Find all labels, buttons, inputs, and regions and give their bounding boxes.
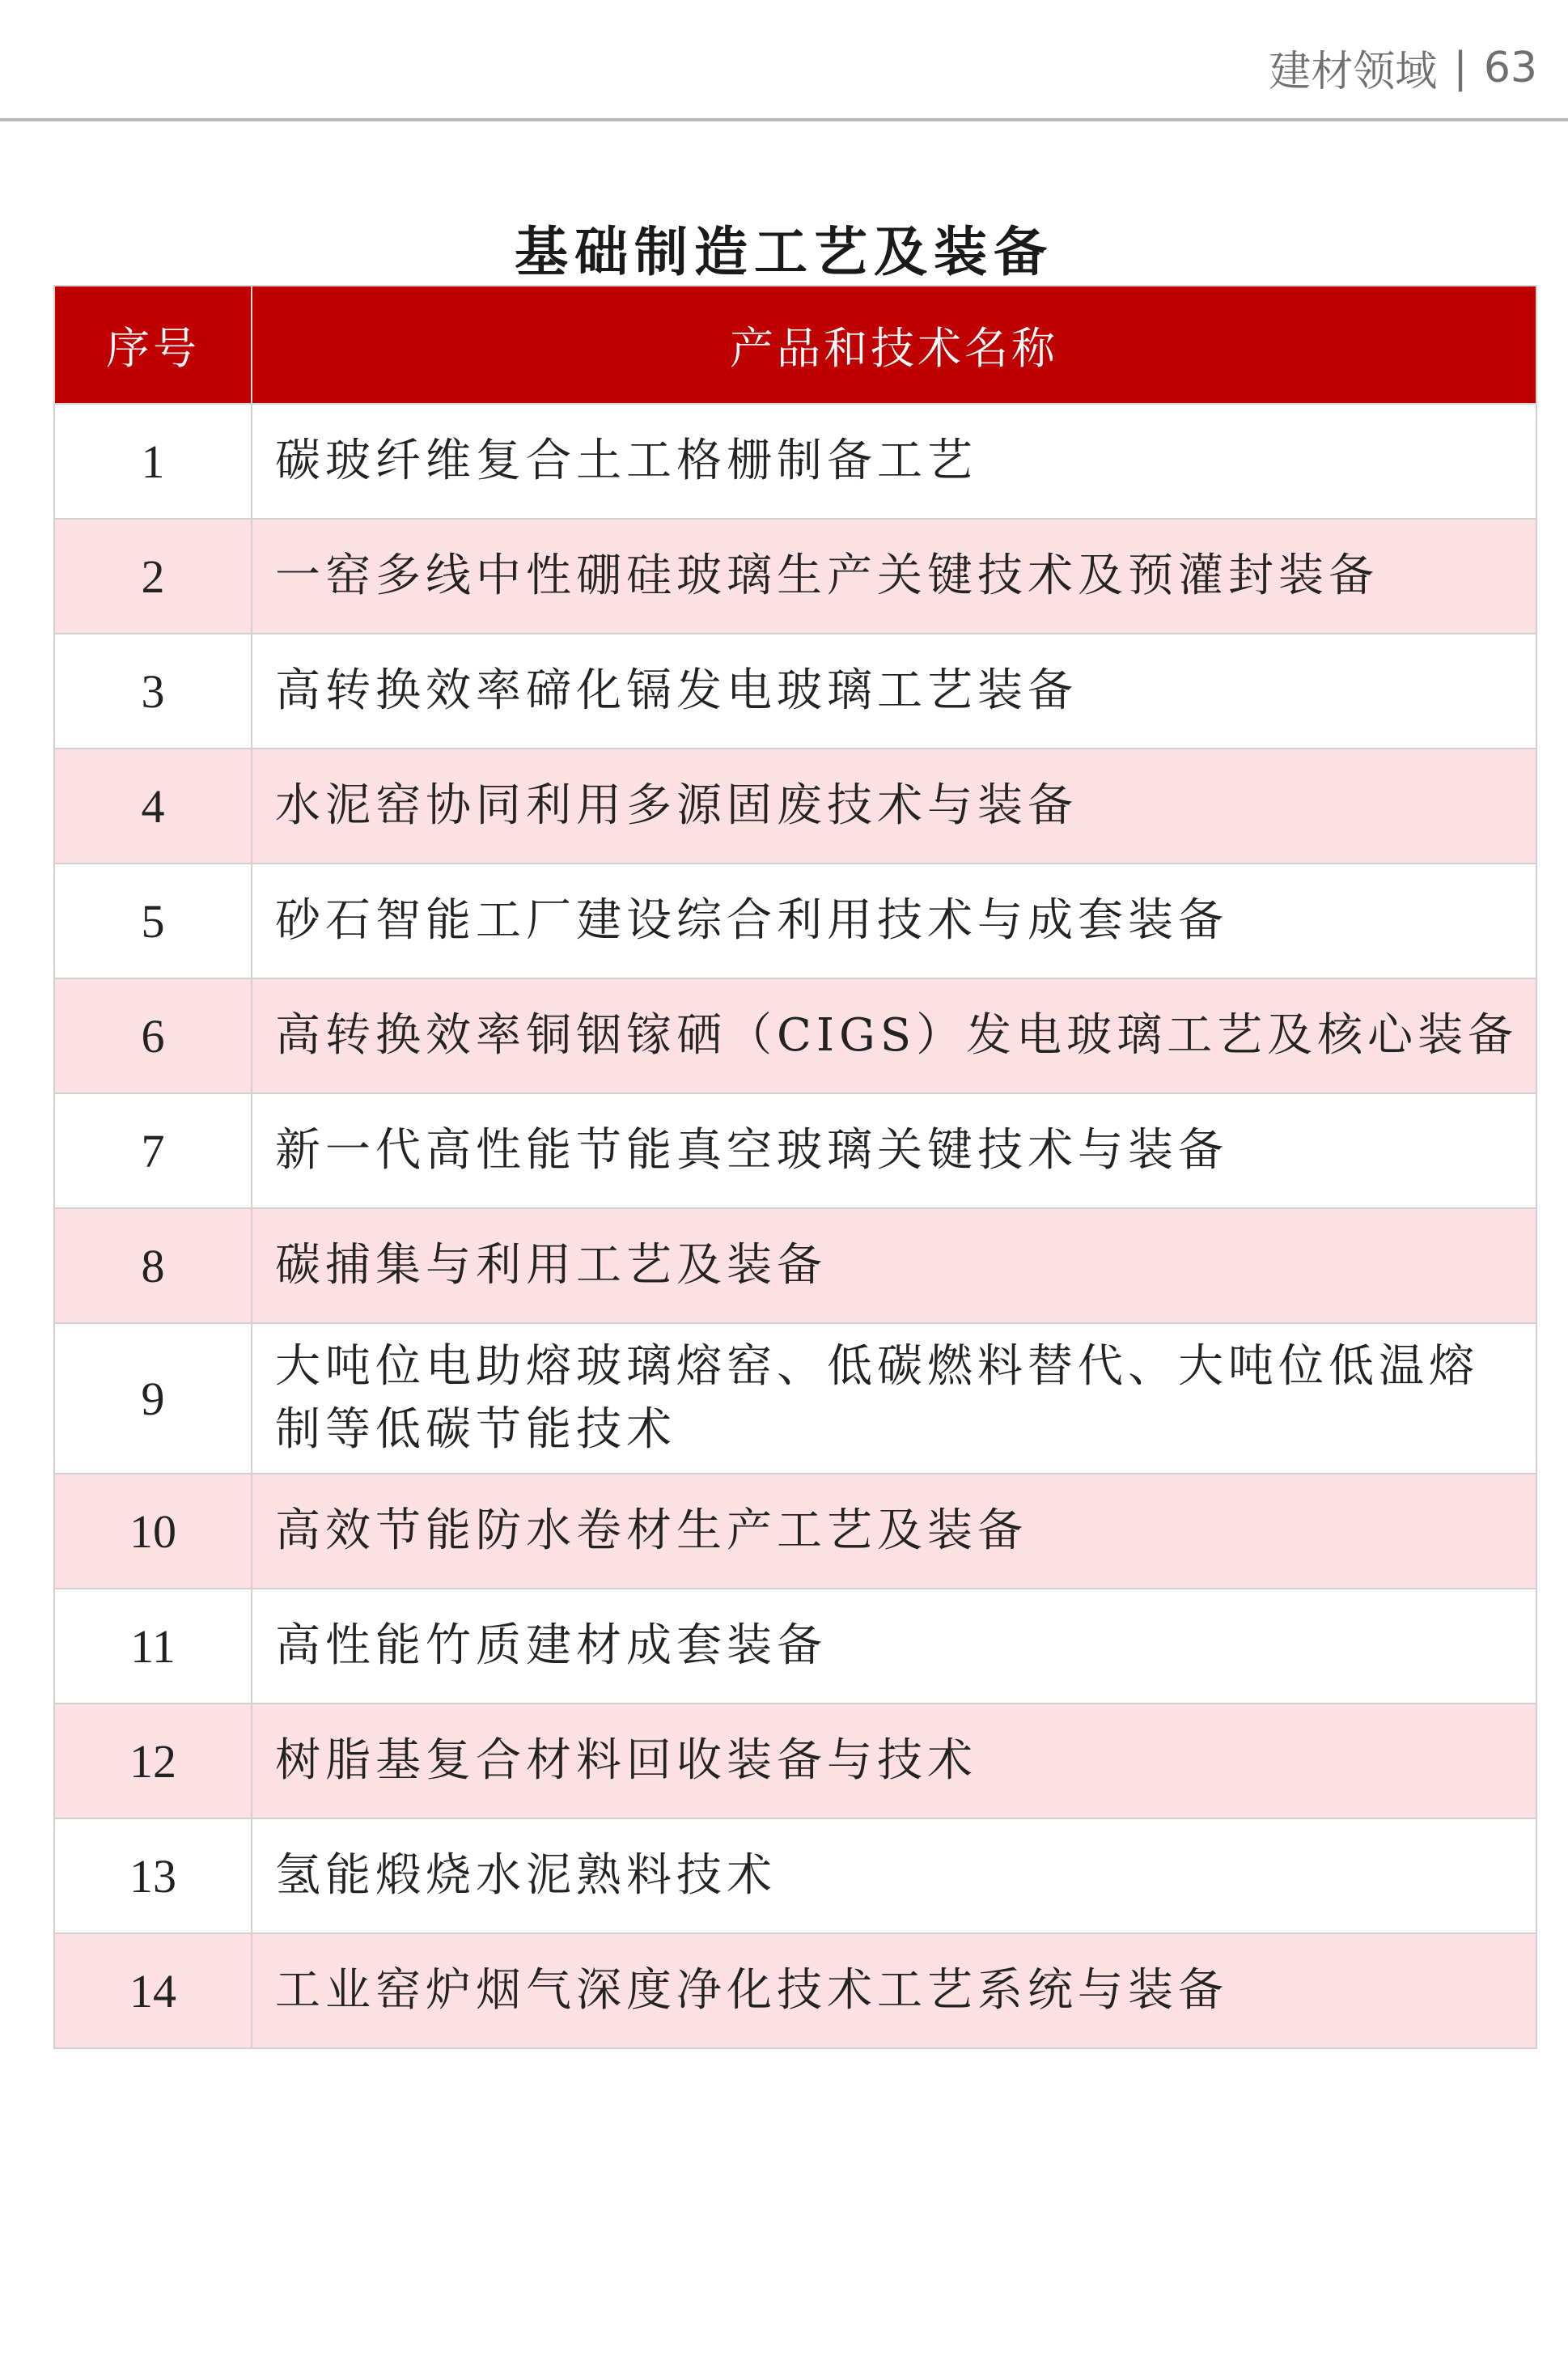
row-number: 9: [54, 1323, 252, 1474]
row-number: 5: [54, 863, 252, 978]
table-row: [54, 634, 1536, 749]
page-header: [0, 0, 1568, 121]
table-row: [54, 1933, 1536, 2048]
row-number: 6: [54, 978, 252, 1093]
table-row: [54, 1323, 1536, 1474]
row-name: 树脂基复合材料回收装备与技术: [252, 1704, 1536, 1818]
row-name: 高性能竹质建材成套装备: [252, 1589, 1536, 1704]
table-header-row: [54, 286, 1536, 404]
row-number: 11: [54, 1589, 252, 1704]
row-name: 工业窑炉烟气深度净化技术工艺系统与装备: [252, 1933, 1536, 2048]
table-row: [54, 1704, 1536, 1818]
header-separator: |: [1453, 43, 1468, 92]
row-name: 高转换效率碲化镉发电玻璃工艺装备: [252, 634, 1536, 749]
row-number: 13: [54, 1818, 252, 1933]
row-name: 新一代高性能节能真空玻璃关键技术与装备: [252, 1093, 1536, 1208]
table-row: [54, 404, 1536, 519]
section-name: 建材领域: [1269, 48, 1438, 96]
row-name: 高效节能防水卷材生产工艺及装备: [252, 1474, 1536, 1589]
tech-table-container: [53, 285, 1536, 2049]
table-row: [54, 863, 1536, 978]
row-number: 4: [54, 749, 252, 863]
row-number: 1: [54, 404, 252, 519]
table-row: [54, 1589, 1536, 1704]
row-number: 2: [54, 519, 252, 634]
row-name: 氢能煅烧水泥熟料技术: [252, 1818, 1536, 1933]
row-name: 大吨位电助熔玻璃熔窑、低碳燃料替代、大吨位低温熔制等低碳节能技术: [252, 1323, 1536, 1474]
table-row: [54, 1818, 1536, 1933]
running-header: [1269, 37, 1537, 98]
table-row: [54, 749, 1536, 863]
row-name: 高转换效率铜铟镓硒（CIGS）发电玻璃工艺及核心装备: [252, 978, 1536, 1093]
row-name: 碳玻纤维复合土工格栅制备工艺: [252, 404, 1536, 519]
table-row: [54, 978, 1536, 1093]
page-title: 基础制造工艺及装备: [515, 220, 1053, 283]
row-number: 12: [54, 1704, 252, 1818]
row-name: 砂石智能工厂建设综合利用技术与成套装备: [252, 863, 1536, 978]
tech-table: [53, 285, 1537, 2049]
page-number: 63: [1483, 43, 1537, 92]
row-number: 8: [54, 1208, 252, 1323]
row-name: 水泥窑协同利用多源固废技术与装备: [252, 749, 1536, 863]
row-name: 一窑多线中性硼硅玻璃生产关键技术及预灌封装备: [252, 519, 1536, 634]
row-name: 碳捕集与利用工艺及装备: [252, 1208, 1536, 1323]
row-number: 14: [54, 1933, 252, 2048]
table-row: [54, 1208, 1536, 1323]
column-header-name: 产品和技术名称: [252, 286, 1536, 404]
row-number: 10: [54, 1474, 252, 1589]
table-row: [54, 1474, 1536, 1589]
column-header-number: 序号: [54, 286, 252, 404]
table-row: [54, 1093, 1536, 1208]
row-number: 7: [54, 1093, 252, 1208]
table-row: [54, 519, 1536, 634]
row-number: 3: [54, 634, 252, 749]
